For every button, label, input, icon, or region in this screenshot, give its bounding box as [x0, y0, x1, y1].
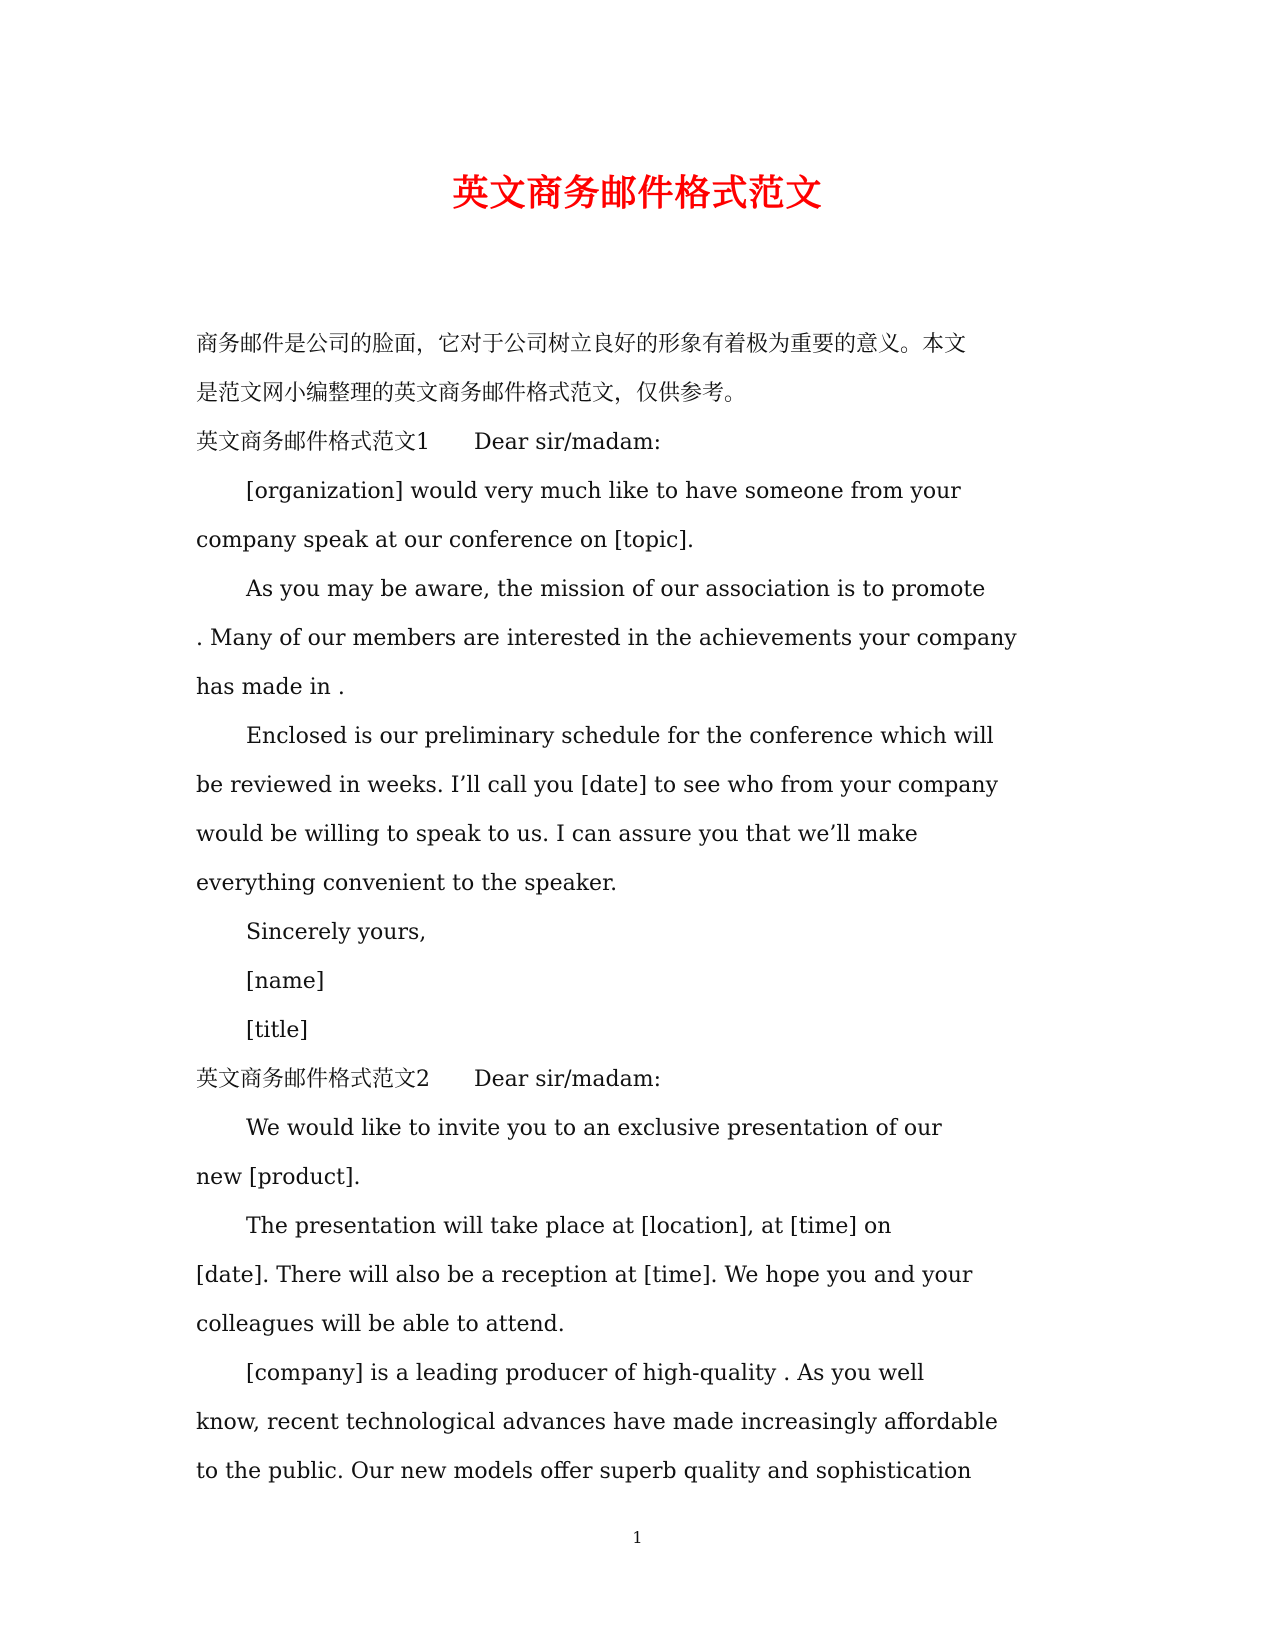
- paragraph-line: would be willing to speak to us. I can assure you that we’ll make: [196, 822, 918, 847]
- closing-line: Sincerely yours,: [246, 920, 427, 945]
- intro-line: 商务邮件是公司的脸面，它对于公司树立良好的形象有着极为重要的意义。本文: [196, 332, 967, 357]
- paragraph-line: [date]. There will also be a reception at [time]. We hope you and your: [196, 1263, 973, 1288]
- paragraph-line: has made in .: [196, 675, 345, 700]
- paragraph-line: We would like to invite you to an exclusive presentation of our: [246, 1116, 942, 1141]
- intro-line: 是范文网小编整理的英文商务邮件格式范文，仅供参考。: [196, 381, 747, 406]
- signature-title: [title]: [246, 1018, 308, 1043]
- greeting: Dear sir/madam:: [474, 1067, 661, 1092]
- paragraph-line: to the public. Our new models offer superb quality and sophistication: [196, 1459, 972, 1484]
- greeting: Dear sir/madam:: [474, 430, 661, 455]
- paragraph-line: Enclosed is our preliminary schedule for the conference which will: [246, 724, 994, 749]
- sample-heading-row: [196, 418, 1086, 467]
- document-title: 英文商务邮件格式范文: [452, 172, 823, 214]
- paragraph-line: know, recent technological advances have made increasingly affordable: [196, 1410, 998, 1435]
- paragraph-line: be reviewed in weeks. I’ll call you [date] to see who from your company: [196, 773, 999, 798]
- paragraph-line: [company] is a leading producer of high-quality . As you well: [246, 1361, 925, 1386]
- page-number: 1: [632, 1528, 643, 1547]
- document-body: [196, 320, 1086, 1496]
- paragraph-line: colleagues will be able to attend.: [196, 1312, 565, 1337]
- sample-heading-row: [196, 1055, 1086, 1104]
- paragraph-line: The presentation will take place at [location], at [time] on: [246, 1214, 892, 1239]
- paragraph-line: everything convenient to the speaker.: [196, 871, 618, 896]
- paragraph-line: [organization] would very much like to have someone from your: [246, 479, 961, 504]
- paragraph-line: company speak at our conference on [topic].: [196, 528, 694, 553]
- signature-name: [name]: [246, 969, 325, 994]
- sample-heading: 英文商务邮件格式范文2: [196, 1067, 430, 1092]
- paragraph-line: . Many of our members are interested in the achievements your company: [196, 626, 1017, 651]
- paragraph-line: new [product].: [196, 1165, 361, 1190]
- paragraph-line: As you may be aware, the mission of our association is to promote: [246, 577, 986, 602]
- sample-heading: 英文商务邮件格式范文1: [196, 430, 430, 455]
